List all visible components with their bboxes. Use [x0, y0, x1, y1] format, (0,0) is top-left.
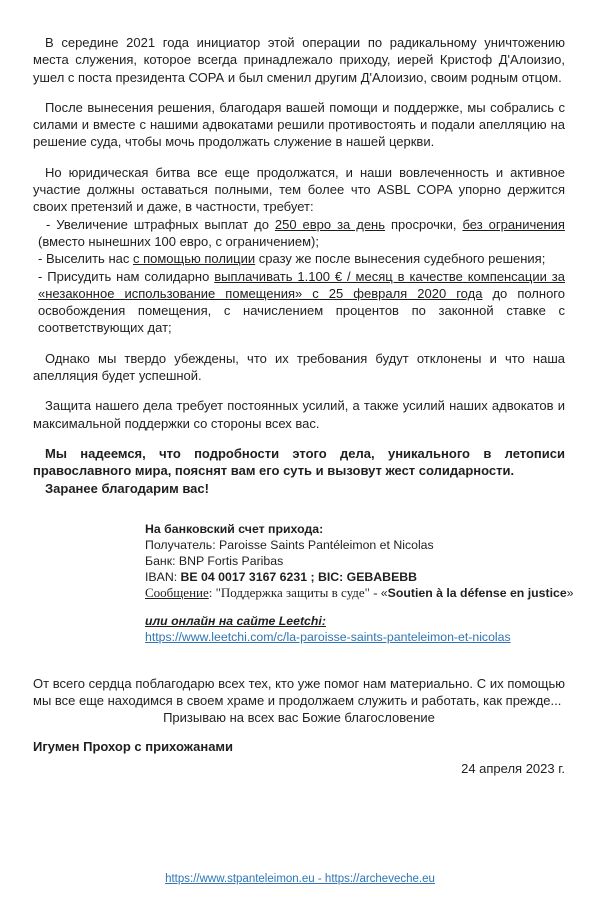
blessing-line: Призываю на всех вас Божие благословение: [163, 710, 435, 726]
iban-label: IBAN:: [145, 569, 181, 584]
bank-details-block: [145, 521, 574, 645]
bullet2-underlined-police: с помощью полиции: [132, 251, 256, 267]
footer-links: [0, 872, 600, 887]
bullet3-text2: до полного освобождения помещения, с начислением процентов по законной ставке с соответствующих дат;: [38, 285, 565, 336]
bullet1-text2: просрочки,: [385, 216, 463, 232]
bullet1-text3: (вместо нынешних 100 евро, с ограничением);: [38, 233, 319, 249]
paragraph-defense-effort: Защита нашего дела требует постоянных усилий, а также усилий наших адвокатов и максимальной поддержки со стороны всех вас.: [33, 398, 565, 431]
date-line: 24 апреля 2023 г.: [461, 761, 565, 777]
guillemet-close: »: [566, 585, 574, 600]
message-label: Сообщение: [145, 584, 209, 600]
leetchi-note: или онлайн на сайте Leetchi:: [145, 613, 326, 628]
bank-message-line: [145, 584, 574, 601]
bullet2-text: - Выселить нас: [38, 251, 133, 267]
footer-separator: -: [314, 873, 325, 885]
bullet2-text2: сразу же после вынесения судебного решения;: [255, 251, 546, 267]
message-russian: : "Поддержка защиты в суде" -: [208, 584, 381, 600]
closing-paragraph: От всего сердца поблагодарю всех тех, кто уже помог нам материально. С их помощью мы все еще находимся в своем храме и продолжаем служить и работать, как прежде...: [33, 675, 565, 709]
leetchi-link[interactable]: https://www.leetchi.com/c/la-paroisse-saints-panteleimon-et-nicolas: [145, 629, 511, 644]
thanks-in-advance-line: Заранее благодарим вас!: [45, 480, 209, 496]
paragraph-legal-battle: Но юридическая битва все еще продолжатся, и наши вовлеченность и активное участие должны оставаться полными, тем более что ASBL COPA упорно держится своих претензий и даже, в частности, требует:: [33, 164, 565, 215]
paragraph-after-ruling: После вынесения решения, благодаря вашей помощи и поддержке, мы собрались с силами и вместе с нашими адвокатами решили противостоять и подали апелляцию на решение суда, чтобы мочь продолжать служение в нашей церкви.: [33, 99, 565, 150]
paragraph-convinced: Однако мы твердо убеждены, что их требования будут отклонены и что наша апелляция будет успешной.: [33, 350, 565, 384]
paragraph-mid-2021: В середине 2021 года инициатор этой операции по радикальному уничтожению места служения, которое всегда принадлежало приходу, иерей Кристоф Д'Алоизио, ушел с поста президента СОРА и был сменил другим Д'Алоизио, своим родным отцом.: [33, 35, 565, 85]
message-french: Soutien à la défense en justice: [387, 585, 567, 600]
bank-name-line: Банк: BNP Fortis Paribas: [145, 553, 284, 568]
bullet3-underlined-compensation: выплачивать 1.100 € / месяц в качестве компенсации за «незаконное использование помещения» с 25 февраля 2020 года: [38, 268, 565, 301]
bullet1-text: - Увеличение штрафных выплат до: [46, 216, 275, 232]
paragraph-hope-bold: Мы надеемся, что подробности этого дела, уникального в летописи православного мира, пояснят вам его суть и вызовут жест солидарности.: [33, 445, 565, 479]
bullet1-underlined-amount: 250 евро за день: [274, 216, 386, 232]
leetchi-link-line: [145, 629, 565, 645]
bank-heading: На банковский счет прихода:: [145, 521, 324, 536]
archeveche-link[interactable]: https://archeveche.eu: [324, 873, 435, 885]
bullet-penalty-increase: [38, 216, 565, 251]
bullet-eviction: [38, 250, 565, 267]
claims-list: [33, 216, 565, 337]
bullet1-underlined-nolimit: без ограничения: [462, 216, 565, 232]
stpanteleimon-link[interactable]: https://www.stpanteleimon.eu: [165, 873, 315, 885]
iban-value: BE 04 0017 3167 6231 ; BIC: GEBABEBB: [180, 569, 418, 584]
bullet-compensation: [38, 268, 565, 337]
bank-recipient-line: Получатель: Paroisse Saints Pantéleimon et Nicolas: [145, 537, 434, 552]
bullet3-text: - Присудить нам солидарно: [38, 268, 215, 284]
bank-iban-line: [145, 569, 565, 585]
signature-line: Игумен Прохор с прихожанами: [33, 738, 234, 754]
guillemet-open: «: [380, 585, 388, 600]
